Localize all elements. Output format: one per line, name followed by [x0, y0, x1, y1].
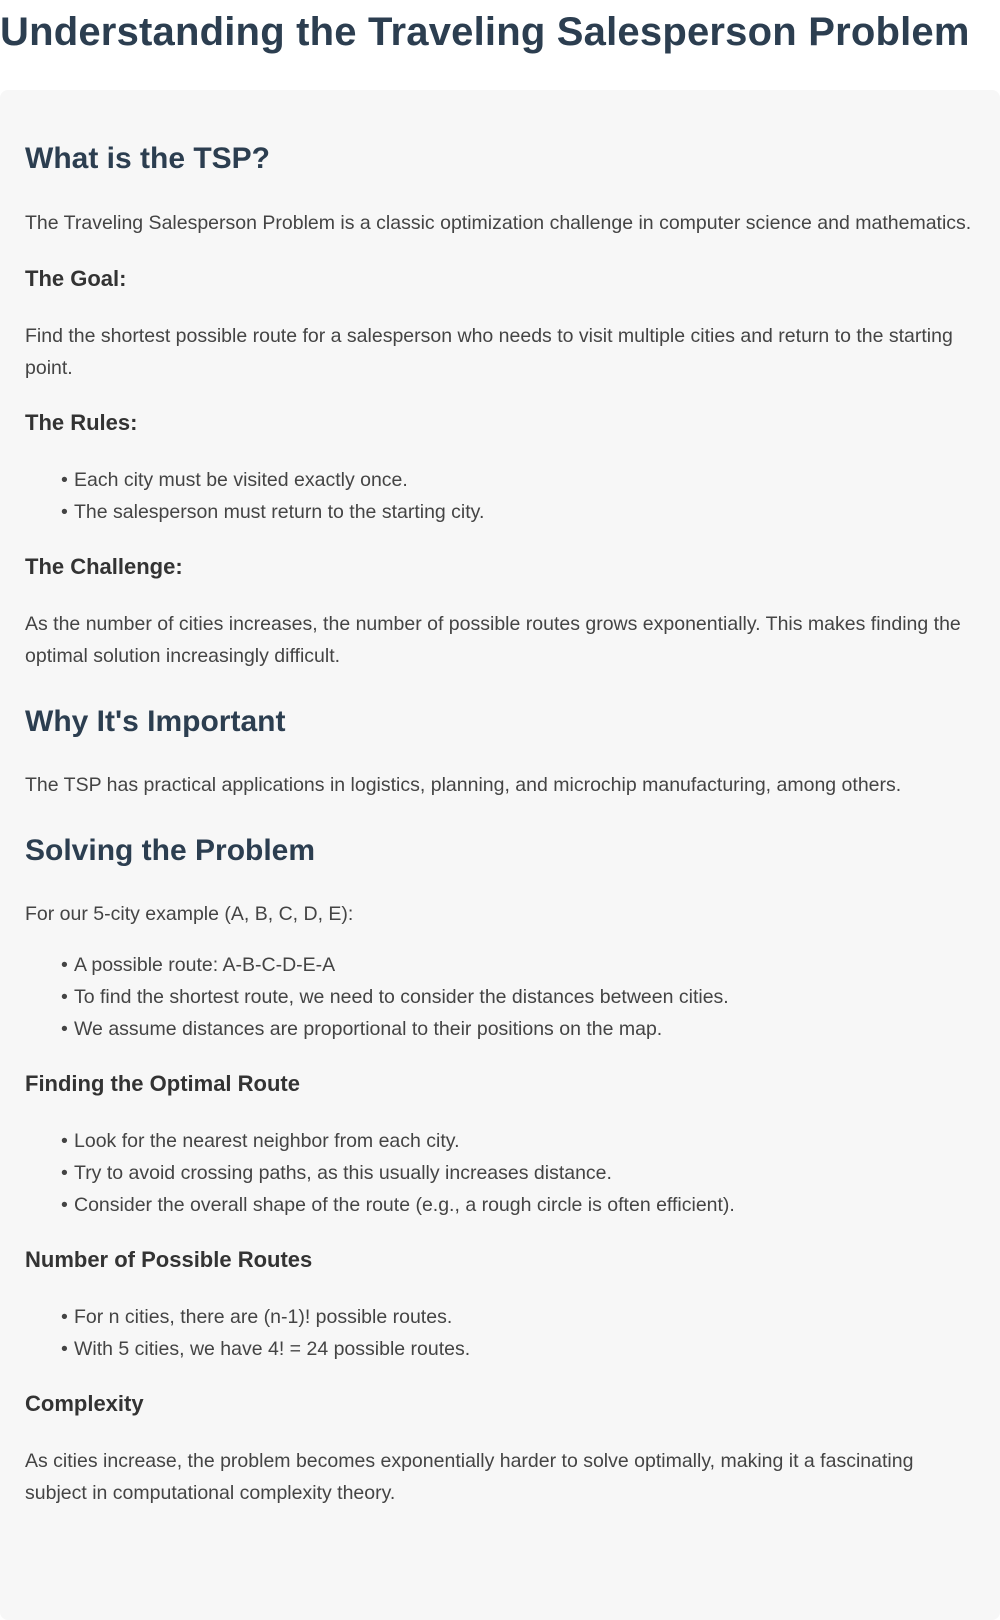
goal-heading: The Goal: [25, 266, 127, 291]
possible-routes-list [25, 1301, 975, 1365]
bullet: • [61, 954, 68, 976]
importance-paragraph: The TSP has practical applications in logistics, planning, and microchip manufacturing, among others. [25, 774, 902, 796]
list-item: • Try to avoid crossing paths, as this usually increases distance. [61, 1157, 975, 1189]
list-item: • A possible route: A-B-C-D-E-A [61, 949, 975, 981]
list-item: • Look for the nearest neighbor from each city. [61, 1125, 975, 1157]
list-item: • The salesperson must return to the starting city. [61, 496, 975, 528]
possible-routes-heading: Number of Possible Routes [25, 1247, 313, 1272]
challenge-paragraph: As the number of cities increases, the number of possible routes grows exponentially. This makes finding the optimal solution increasingly difficult. [25, 613, 961, 667]
bullet: • [61, 1018, 68, 1040]
solving-points-list [25, 949, 975, 1045]
bullet: • [61, 986, 68, 1008]
list-item: • Each city must be visited exactly once. [61, 464, 975, 496]
solving-intro-paragraph: For our 5-city example (A, B, C, D, E): [25, 903, 354, 925]
bullet: • [61, 501, 68, 523]
bullet: • [61, 1306, 68, 1328]
bullet: • [61, 1162, 68, 1184]
content-card [0, 90, 1000, 1620]
rules-list [25, 464, 975, 528]
list-item: • We assume distances are proportional to their positions on the map. [61, 1013, 975, 1045]
bullet: • [61, 469, 68, 491]
complexity-paragraph: As cities increase, the problem becomes exponentially harder to solve optimally, making it a fascinating subject in computational complexity theory. [25, 1450, 914, 1504]
section-heading-what-is: What is the TSP? [25, 142, 271, 175]
bullet: • [61, 1194, 68, 1216]
section-heading-solving: Solving the Problem [25, 834, 316, 867]
bullet: • [61, 1338, 68, 1360]
list-item: • Consider the overall shape of the route (e.g., a rough circle is often efficient). [61, 1189, 975, 1221]
intro-paragraph: The Traveling Salesperson Problem is a classic optimization challenge in computer science and mathematics. [25, 212, 972, 234]
complexity-heading: Complexity [25, 1391, 144, 1416]
rules-heading: The Rules: [25, 410, 138, 435]
goal-paragraph: Find the shortest possible route for a salesperson who needs to visit multiple cities and return to the starting point. [25, 325, 953, 379]
bullet: • [61, 1130, 68, 1152]
challenge-heading: The Challenge: [25, 554, 183, 579]
list-item: • With 5 cities, we have 4! = 24 possible routes. [61, 1333, 975, 1365]
list-item: • For n cities, there are (n-1)! possible routes. [61, 1301, 975, 1333]
section-heading-importance: Why It's Important [25, 705, 286, 738]
page-title: Understanding the Traveling Salesperson Problem [0, 10, 970, 54]
list-item: • To find the shortest route, we need to consider the distances between cities. [61, 981, 975, 1013]
optimal-route-list [25, 1125, 975, 1221]
optimal-route-heading: Finding the Optimal Route [25, 1071, 300, 1096]
